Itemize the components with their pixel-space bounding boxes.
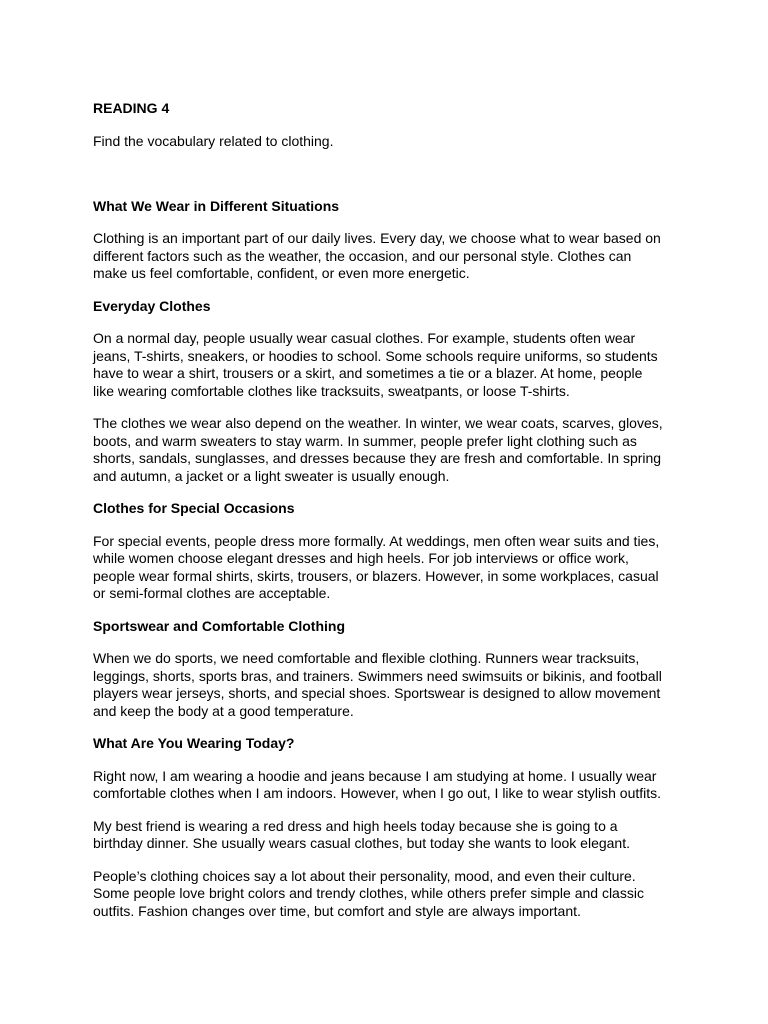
intro-paragraph xyxy=(93,230,768,283)
paragraph xyxy=(93,330,768,400)
text-line: For special events, people dress more formally. At weddings, men often wear suits and ties, xyxy=(93,532,660,549)
text-line: while women choose elegant dresses and high heels. For job interviews or office work, xyxy=(93,550,629,566)
text-line: outfits. Fashion changes over time, but comfort and style are always important. xyxy=(93,902,581,919)
section-heading-sportswear: Sportswear and Comfortable Clothing xyxy=(93,617,346,634)
text-line: The clothes we wear also depend on the weather. In winter, we wear coats, scarves, gloves, xyxy=(93,415,663,431)
section-heading-special-occasions: Clothes for Special Occasions xyxy=(93,500,295,516)
text-line: have to wear a shirt, trousers or a skirt, and sometimes a tie or a blazer. At home, people xyxy=(93,365,643,381)
text-line: and autumn, a jacket or a light sweater is usually enough. xyxy=(93,467,450,484)
blank-line xyxy=(93,165,768,183)
text-line: On a normal day, people usually wear casual clothes. For example, students often wear xyxy=(93,330,636,346)
text-line: people wear formal shirts, skirts, trousers, or blazers. However, in some workplaces, casual xyxy=(93,567,659,584)
text-line: like wearing comfortable clothes like tracksuits, sweatpants, or loose T-shirts. xyxy=(93,382,570,399)
paragraph xyxy=(93,868,768,921)
paragraph xyxy=(93,533,768,603)
reading-title: READING 4 xyxy=(93,100,170,116)
text-line: make us feel comfortable, confident, or even more energetic. xyxy=(93,265,470,281)
text-line: Some people love bright colors and trendy clothes, while others prefer simple and classic xyxy=(93,885,644,901)
article-title: What We Wear in Different Situations xyxy=(93,197,340,214)
text-line: or semi-formal clothes are acceptable. xyxy=(93,585,331,601)
text-line: When we do sports, we need comfortable and flexible clothing. Runners wear tracksuits, xyxy=(93,650,640,666)
section-heading-wearing-today: What Are You Wearing Today? xyxy=(93,735,295,751)
paragraph xyxy=(93,650,768,720)
text-line: People’s clothing choices say a lot about their personality, mood, and even their culture. xyxy=(93,867,636,884)
paragraph xyxy=(93,768,768,803)
text-line: birthday dinner. She usually wears casual clothes, but today she wants to look elegant. xyxy=(93,835,630,851)
section-heading-everyday-clothes: Everyday Clothes xyxy=(93,297,211,314)
text-line: My best friend is wearing a red dress and high heels today because she is going to a xyxy=(93,817,618,834)
text-line: boots, and warm sweaters to stay warm. In summer, people prefer light clothing such as xyxy=(93,432,637,449)
text-line: and keep the body at a good temperature. xyxy=(93,702,354,719)
text-line: shorts, sandals, sunglasses, and dresses because they are fresh and comfortable. In spring xyxy=(93,450,662,466)
text-line: players wear jerseys, shorts, and special shoes. Sportswear is designed to allow movement xyxy=(93,685,661,701)
text-line: comfortable clothes when I am indoors. However, when I go out, I like to wear stylish outfits. xyxy=(93,785,662,801)
text-line: jeans, T-shirts, sneakers, or hoodies to school. Some schools require uniforms, so students xyxy=(93,347,658,364)
text-line: Clothing is an important part of our daily lives. Every day, we choose what to wear based on xyxy=(93,230,661,246)
paragraph xyxy=(93,818,768,853)
paragraph xyxy=(93,415,768,485)
instruction-text: Find the vocabulary related to clothing. xyxy=(93,132,334,149)
text-line: Right now, I am wearing a hoodie and jeans because I am studying at home. I usually wear xyxy=(93,767,657,784)
text-line: different factors such as the weather, the occasion, and our personal style. Clothes can xyxy=(93,247,632,264)
text-line: leggings, shorts, sports bras, and trainers. Swimmers need swimsuits or bikinis, and football xyxy=(93,667,662,684)
